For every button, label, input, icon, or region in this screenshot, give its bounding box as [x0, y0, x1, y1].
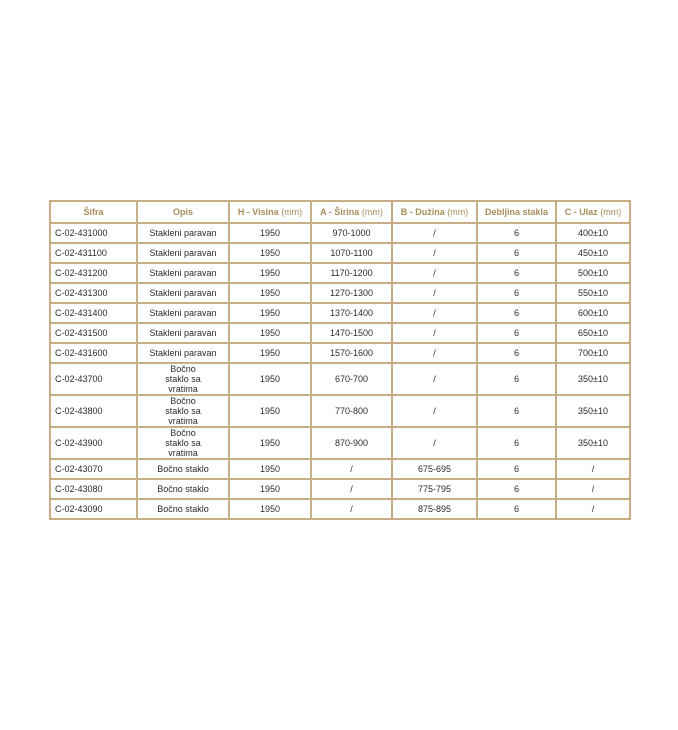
- cell-sirina: /: [311, 499, 392, 519]
- cell-sifra: C-02-43090: [50, 499, 137, 519]
- cell-visina: 1950: [229, 303, 311, 323]
- cell-duzina: /: [392, 223, 477, 243]
- cell-sifra: C-02-431500: [50, 323, 137, 343]
- header-ulaz: C - Ulaz (mm): [556, 201, 630, 223]
- cell-debljina: 6: [477, 223, 556, 243]
- cell-opis: Bočno staklo: [137, 499, 229, 519]
- cell-visina: 1950: [229, 283, 311, 303]
- cell-ulaz: 600±10: [556, 303, 630, 323]
- cell-opis: Bočno staklo sa vratima: [137, 395, 229, 427]
- table-row: [50, 499, 630, 519]
- cell-sifra: C-02-43800: [50, 395, 137, 427]
- cell-sirina: /: [311, 479, 392, 499]
- cell-duzina: /: [392, 243, 477, 263]
- product-spec-table: [49, 200, 631, 520]
- cell-debljina: 6: [477, 363, 556, 395]
- cell-opis: Bočno staklo: [137, 479, 229, 499]
- cell-duzina: /: [392, 363, 477, 395]
- cell-sirina: 1170-1200: [311, 263, 392, 283]
- cell-sirina: /: [311, 459, 392, 479]
- cell-sifra: C-02-431400: [50, 303, 137, 323]
- cell-sifra: C-02-431300: [50, 283, 137, 303]
- table-row: [50, 459, 630, 479]
- cell-sifra: C-02-431200: [50, 263, 137, 283]
- cell-sifra: C-02-431000: [50, 223, 137, 243]
- cell-opis: Stakleni paravan: [137, 223, 229, 243]
- cell-visina: 1950: [229, 363, 311, 395]
- cell-ulaz: 500±10: [556, 263, 630, 283]
- cell-ulaz: 700±10: [556, 343, 630, 363]
- cell-debljina: 6: [477, 283, 556, 303]
- cell-visina: 1950: [229, 499, 311, 519]
- cell-sirina: 970-1000: [311, 223, 392, 243]
- cell-visina: 1950: [229, 427, 311, 459]
- cell-opis: Stakleni paravan: [137, 243, 229, 263]
- cell-sifra: C-02-43070: [50, 459, 137, 479]
- product-spec-table-container: [49, 200, 629, 520]
- cell-duzina: /: [392, 263, 477, 283]
- table-row: [50, 363, 630, 395]
- cell-visina: 1950: [229, 479, 311, 499]
- table-header-row: [50, 201, 630, 223]
- header-visina: H - Visina (mm): [229, 201, 311, 223]
- cell-duzina: 675-695: [392, 459, 477, 479]
- cell-ulaz: 650±10: [556, 323, 630, 343]
- cell-duzina: 775-795: [392, 479, 477, 499]
- table-row: [50, 303, 630, 323]
- header-sifra: Šifra: [50, 201, 137, 223]
- header-duzina: B - Dužina (mm): [392, 201, 477, 223]
- cell-duzina: /: [392, 303, 477, 323]
- cell-ulaz: 350±10: [556, 395, 630, 427]
- cell-visina: 1950: [229, 243, 311, 263]
- cell-opis: Bočno staklo: [137, 459, 229, 479]
- table-row: [50, 427, 630, 459]
- cell-ulaz: 350±10: [556, 363, 630, 395]
- cell-sirina: 1470-1500: [311, 323, 392, 343]
- cell-debljina: 6: [477, 303, 556, 323]
- table-row: [50, 479, 630, 499]
- cell-ulaz: /: [556, 479, 630, 499]
- cell-debljina: 6: [477, 459, 556, 479]
- cell-sirina: 1070-1100: [311, 243, 392, 263]
- cell-visina: 1950: [229, 395, 311, 427]
- cell-visina: 1950: [229, 263, 311, 283]
- cell-ulaz: 400±10: [556, 223, 630, 243]
- table-row: [50, 243, 630, 263]
- header-opis: Opis: [137, 201, 229, 223]
- cell-sirina: 1270-1300: [311, 283, 392, 303]
- cell-ulaz: /: [556, 459, 630, 479]
- cell-duzina: /: [392, 395, 477, 427]
- header-debljina: Debljina stakla: [477, 201, 556, 223]
- table-row: [50, 323, 630, 343]
- cell-debljina: 6: [477, 243, 556, 263]
- cell-sifra: C-02-431100: [50, 243, 137, 263]
- table-row: [50, 283, 630, 303]
- cell-duzina: 875-895: [392, 499, 477, 519]
- cell-debljina: 6: [477, 427, 556, 459]
- cell-duzina: /: [392, 323, 477, 343]
- cell-opis: Stakleni paravan: [137, 303, 229, 323]
- cell-sifra: C-02-431600: [50, 343, 137, 363]
- cell-opis: Stakleni paravan: [137, 283, 229, 303]
- cell-opis: Stakleni paravan: [137, 343, 229, 363]
- cell-sirina: 770-800: [311, 395, 392, 427]
- cell-duzina: /: [392, 343, 477, 363]
- cell-visina: 1950: [229, 459, 311, 479]
- cell-visina: 1950: [229, 223, 311, 243]
- table-body: [50, 223, 630, 519]
- cell-sirina: 1370-1400: [311, 303, 392, 323]
- cell-sirina: 870-900: [311, 427, 392, 459]
- table-row: [50, 343, 630, 363]
- cell-sifra: C-02-43080: [50, 479, 137, 499]
- cell-ulaz: 350±10: [556, 427, 630, 459]
- cell-duzina: /: [392, 283, 477, 303]
- cell-debljina: 6: [477, 479, 556, 499]
- cell-sirina: 1570-1600: [311, 343, 392, 363]
- cell-duzina: /: [392, 427, 477, 459]
- table-row: [50, 263, 630, 283]
- cell-debljina: 6: [477, 343, 556, 363]
- cell-ulaz: 450±10: [556, 243, 630, 263]
- cell-sirina: 670-700: [311, 363, 392, 395]
- table-row: [50, 223, 630, 243]
- cell-opis: Bočno staklo sa vratima: [137, 363, 229, 395]
- cell-sifra: C-02-43900: [50, 427, 137, 459]
- cell-debljina: 6: [477, 395, 556, 427]
- cell-opis: Bočno staklo sa vratima: [137, 427, 229, 459]
- cell-debljina: 6: [477, 263, 556, 283]
- cell-visina: 1950: [229, 323, 311, 343]
- cell-ulaz: 550±10: [556, 283, 630, 303]
- header-sirina: A - Širina (mm): [311, 201, 392, 223]
- cell-ulaz: /: [556, 499, 630, 519]
- cell-opis: Stakleni paravan: [137, 323, 229, 343]
- table-row: [50, 395, 630, 427]
- cell-debljina: 6: [477, 323, 556, 343]
- cell-debljina: 6: [477, 499, 556, 519]
- cell-opis: Stakleni paravan: [137, 263, 229, 283]
- cell-visina: 1950: [229, 343, 311, 363]
- cell-sifra: C-02-43700: [50, 363, 137, 395]
